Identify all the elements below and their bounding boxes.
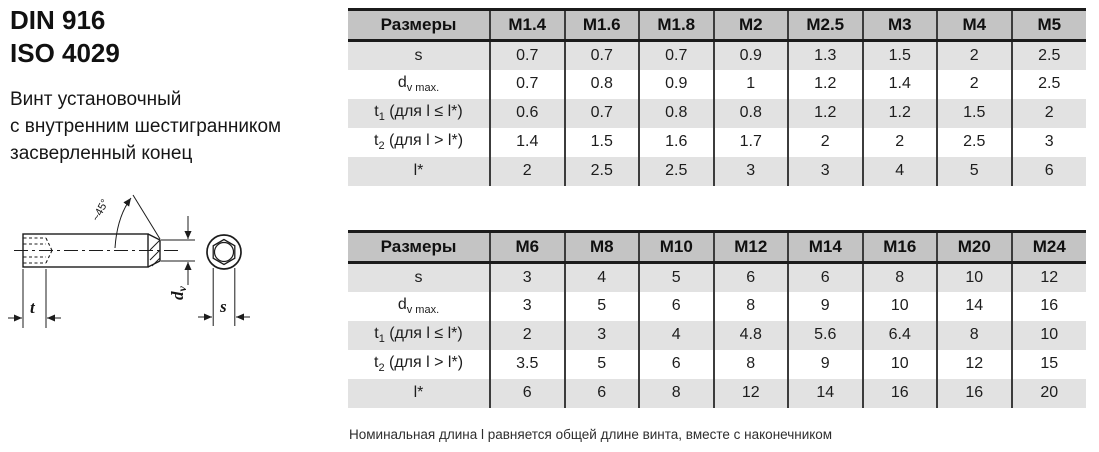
value-cell: 0.6 (490, 99, 565, 128)
row-label-cell: l* (413, 384, 424, 401)
value-cell: 2 (490, 157, 565, 186)
value-cell: 6 (788, 263, 863, 292)
table-header-row (348, 10, 1086, 41)
value-cell: 16 (937, 379, 1012, 408)
value-cell: 1.6 (639, 128, 714, 157)
dv-label-sub: v (175, 286, 189, 292)
table-row (348, 41, 1086, 70)
dv-dimension (161, 216, 195, 300)
value-cell: 12 (937, 350, 1012, 379)
value-cell: 6 (639, 350, 714, 379)
row-label-cell: $t_2$ (для l > l*) (373, 353, 464, 375)
value-cell: 5 (937, 157, 1012, 186)
dimension-table-small-sizes (348, 8, 1086, 186)
value-cell: 2 (788, 128, 863, 157)
size-column-header: M12 (714, 232, 789, 263)
table-row (348, 263, 1086, 292)
footnote: Номинальная длина l равняется общей длине винта, вместе с наконечником (349, 427, 833, 442)
standard-titles (10, 4, 120, 70)
sizes-header-cell: Размеры (380, 237, 457, 256)
size-column-header: M10 (639, 232, 714, 263)
value-cell: 1.2 (788, 99, 863, 128)
value-cell: 10 (1012, 321, 1087, 350)
table-row (348, 350, 1086, 379)
t-dimension-label: t (30, 298, 35, 317)
value-cell: 9 (788, 292, 863, 321)
value-cell: 2.5 (639, 157, 714, 186)
value-cell: 16 (863, 379, 938, 408)
value-cell: 1.4 (863, 70, 938, 99)
value-cell: 4 (639, 321, 714, 350)
row-label-cell: $t_2$ (для l > l*) (373, 131, 464, 153)
value-cell: 0.8 (639, 99, 714, 128)
value-cell: 8 (714, 292, 789, 321)
size-column-header: M16 (863, 232, 938, 263)
value-cell: 6 (714, 263, 789, 292)
size-column-header: M5 (1012, 10, 1087, 41)
value-cell: 8 (937, 321, 1012, 350)
value-cell: 2 (863, 128, 938, 157)
dv-label-base: d (168, 291, 187, 300)
table-row (348, 321, 1086, 350)
size-column-header: M6 (490, 232, 565, 263)
value-cell: 2 (490, 321, 565, 350)
value-cell: 0.7 (490, 41, 565, 70)
standard-iso: ISO 4029 (10, 38, 120, 68)
angle-arc-leader (115, 198, 131, 248)
table-row (348, 157, 1086, 186)
size-column-header: M20 (937, 232, 1012, 263)
t-dimension (8, 269, 61, 328)
value-cell: 10 (863, 350, 938, 379)
value-cell: 0.7 (639, 41, 714, 70)
value-cell: 4 (863, 157, 938, 186)
value-cell: 2.5 (565, 157, 640, 186)
value-cell: 14 (788, 379, 863, 408)
value-cell: 5 (565, 350, 640, 379)
value-cell: 2.5 (937, 128, 1012, 157)
value-cell: 5.6 (788, 321, 863, 350)
value-cell: 6 (1012, 157, 1087, 186)
value-cell: 2 (937, 70, 1012, 99)
value-cell: 8 (863, 263, 938, 292)
value-cell: 0.7 (565, 99, 640, 128)
value-cell: 1.7 (714, 128, 789, 157)
value-cell: 3 (490, 263, 565, 292)
value-cell: 12 (1012, 263, 1087, 292)
value-cell: 2.5 (1012, 70, 1087, 99)
value-cell: 3 (788, 157, 863, 186)
value-cell: 20 (1012, 379, 1087, 408)
value-cell: 8 (639, 379, 714, 408)
value-cell: 4 (565, 263, 640, 292)
value-cell: 2.5 (1012, 41, 1087, 70)
row-label-cell: $t_1$ (для l ≤ l*) (374, 324, 463, 346)
row-label-cell: $d_{v max.}$ (397, 73, 440, 95)
value-cell: 0.8 (565, 70, 640, 99)
size-column-header: M2.5 (788, 10, 863, 41)
size-column-header: M8 (565, 232, 640, 263)
value-cell: 14 (937, 292, 1012, 321)
value-cell: 0.7 (490, 70, 565, 99)
value-cell: 1.3 (788, 41, 863, 70)
row-label-cell: s (414, 46, 423, 64)
value-cell: 3 (565, 321, 640, 350)
value-cell: 4.8 (714, 321, 789, 350)
value-cell: 1.5 (863, 41, 938, 70)
description-line: Винт установочный (10, 89, 182, 110)
table-row (348, 70, 1086, 99)
table-row (348, 379, 1086, 408)
value-cell: 6 (565, 379, 640, 408)
row-label-cell: s (414, 268, 423, 286)
value-cell: 1.5 (565, 128, 640, 157)
dv-dimension-label (168, 286, 189, 301)
value-cell: 3 (714, 157, 789, 186)
product-description (10, 86, 281, 167)
s-dimension (198, 268, 250, 326)
value-cell: 12 (714, 379, 789, 408)
standard-din: DIN 916 (10, 5, 106, 35)
value-cell: 9 (788, 350, 863, 379)
side-view (8, 195, 195, 328)
row-label-cell: $d_{v max.}$ (397, 295, 440, 317)
value-cell: 8 (714, 350, 789, 379)
s-dimension-label: s (220, 297, 227, 316)
size-column-header: M3 (863, 10, 938, 41)
size-column-header: M2 (714, 10, 789, 41)
value-cell: 10 (863, 292, 938, 321)
value-cell: 1.4 (490, 128, 565, 157)
value-cell: 2 (1012, 99, 1087, 128)
dimension-table-large-sizes (348, 230, 1086, 408)
value-cell: 1.5 (937, 99, 1012, 128)
value-cell: 1.2 (863, 99, 938, 128)
table-row (348, 128, 1086, 157)
angle-label: ~45° (90, 197, 112, 224)
table-row (348, 292, 1086, 321)
value-cell: 1.2 (788, 70, 863, 99)
row-label-cell: l* (413, 162, 424, 179)
table-header-row (348, 232, 1086, 263)
value-cell: 0.8 (714, 99, 789, 128)
value-cell: 3 (1012, 128, 1087, 157)
hex-socket-outline (213, 240, 235, 265)
value-cell: 3 (490, 292, 565, 321)
set-screw-technical-drawing (2, 186, 302, 346)
inner-circle (215, 243, 234, 262)
sizes-header-cell: Размеры (380, 15, 457, 34)
value-cell: 5 (565, 292, 640, 321)
value-cell: 6 (490, 379, 565, 408)
value-cell: 0.9 (639, 70, 714, 99)
value-cell: 1 (714, 70, 789, 99)
value-cell: 3.5 (490, 350, 565, 379)
end-view (198, 235, 250, 326)
value-cell: 10 (937, 263, 1012, 292)
size-column-header: M24 (1012, 232, 1087, 263)
value-cell: 2 (937, 41, 1012, 70)
chamfer-angle-line (133, 195, 160, 239)
size-column-header: M14 (788, 232, 863, 263)
value-cell: 6 (639, 292, 714, 321)
size-column-header: M1.8 (639, 10, 714, 41)
value-cell: 0.7 (565, 41, 640, 70)
description-line: засверленный конец (10, 143, 193, 164)
size-column-header: M1.6 (565, 10, 640, 41)
value-cell: 15 (1012, 350, 1087, 379)
size-column-header: M1.4 (490, 10, 565, 41)
value-cell: 6.4 (863, 321, 938, 350)
value-cell: 0.9 (714, 41, 789, 70)
value-cell: 16 (1012, 292, 1087, 321)
table-row (348, 99, 1086, 128)
row-label-cell: $t_1$ (для l ≤ l*) (374, 102, 463, 124)
value-cell: 5 (639, 263, 714, 292)
size-column-header: M4 (937, 10, 1012, 41)
description-line: с внутренним шестигранником (10, 116, 282, 137)
